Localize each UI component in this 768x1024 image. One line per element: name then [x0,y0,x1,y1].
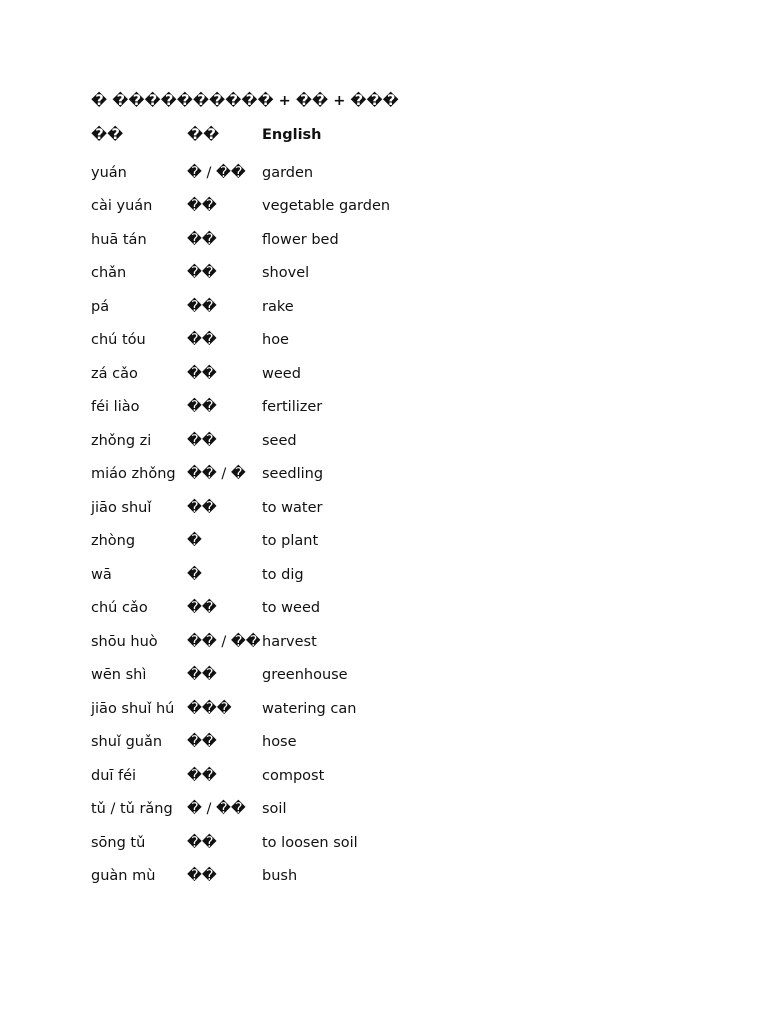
table-row [91,826,390,860]
english-cell: flower bed [262,231,339,248]
pinyin-cell: guàn mù [91,868,156,885]
pinyin-cell: tǔ / tǔ rǎng [91,801,173,818]
table-row [91,458,390,492]
table-row [91,156,390,190]
pinyin-cell: wā [91,566,112,583]
hanzi-cell: � [187,566,202,583]
table-row [91,592,390,626]
header-pinyin: �� [91,126,124,143]
pinyin-cell: duī féi [91,767,137,784]
hanzi-cell: �� [187,332,217,349]
hanzi-cell: � / �� [187,801,246,818]
english-cell: weed [262,365,301,382]
vocabulary-table [91,123,390,893]
header-row [91,123,390,156]
hanzi-cell: ��� [187,700,232,717]
english-cell: seedling [262,466,324,483]
hanzi-cell: �� [187,231,217,248]
hanzi-cell: �� [187,600,217,617]
hanzi-cell: �� [187,265,217,282]
pinyin-cell: shōu huò [91,633,158,650]
pinyin-cell: miáo zhǒng [91,466,176,483]
english-cell: garden [262,164,314,181]
table-row [91,659,390,693]
table-row [91,726,390,760]
pinyin-cell: huā tán [91,231,147,248]
table-header [91,123,390,156]
table-row [91,290,390,324]
hanzi-cell: �� [187,734,217,751]
pinyin-cell: chú cǎo [91,600,148,617]
table-row [91,357,390,391]
english-cell: fertilizer [262,399,323,416]
table-row [91,190,390,224]
hanzi-cell: �� [187,399,217,416]
pinyin-cell: chú tóu [91,332,146,349]
hanzi-cell: �� [187,198,217,215]
hanzi-cell: �� [187,432,217,449]
hanzi-cell: �� [187,767,217,784]
pinyin-cell: zhòng [91,533,136,550]
page-title: � ���������� + �� + ��� [91,93,399,109]
pinyin-cell: sōng tǔ [91,834,146,851]
english-cell: compost [262,767,325,784]
header-english: English [262,126,322,143]
english-cell: to loosen soil [262,834,358,851]
hanzi-cell: � [187,533,202,550]
pinyin-cell: féi liào [91,399,140,416]
english-cell: seed [262,432,297,449]
hanzi-cell: �� / �� [187,633,261,650]
table-row [91,558,390,592]
pinyin-cell: zá cǎo [91,365,138,382]
hanzi-cell: �� / � [187,466,246,483]
english-cell: hose [262,734,297,751]
english-cell: hoe [262,332,289,349]
hanzi-cell: �� [187,834,217,851]
english-cell: greenhouse [262,667,348,684]
table-row [91,424,390,458]
hanzi-cell: � / �� [187,164,246,181]
header-hanzi: �� [187,126,220,143]
english-cell: to dig [262,566,304,583]
table-row [91,324,390,358]
english-cell: to weed [262,600,321,617]
english-cell: to water [262,499,323,516]
english-cell: soil [262,801,287,818]
hanzi-cell: �� [187,868,217,885]
table-row [91,391,390,425]
english-cell: watering can [262,700,357,717]
table-row [91,692,390,726]
english-cell: shovel [262,265,310,282]
pinyin-cell: pá [91,298,110,315]
english-cell: vegetable garden [262,198,391,215]
pinyin-cell: shuǐ guǎn [91,734,163,751]
hanzi-cell: �� [187,298,217,315]
table-row [91,491,390,525]
english-cell: to plant [262,533,319,550]
table-row [91,793,390,827]
pinyin-cell: yuán [91,164,127,181]
table-row [91,759,390,793]
pinyin-cell: jiāo shuǐ [91,499,152,516]
table-body [91,156,390,893]
table-row [91,860,390,894]
vocabulary-page [91,91,731,893]
table-row [91,257,390,291]
english-cell: rake [262,298,294,315]
pinyin-cell: wēn shì [91,667,147,684]
english-cell: bush [262,868,298,885]
pinyin-cell: chǎn [91,265,127,282]
table-row [91,525,390,559]
hanzi-cell: �� [187,499,217,516]
pinyin-cell: zhǒng zi [91,432,152,449]
table-row [91,223,390,257]
hanzi-cell: �� [187,667,217,684]
english-cell: harvest [262,633,317,650]
table-row [91,625,390,659]
pinyin-cell: cài yuán [91,198,153,215]
pinyin-cell: jiāo shuǐ hú [91,700,175,717]
hanzi-cell: �� [187,365,217,382]
